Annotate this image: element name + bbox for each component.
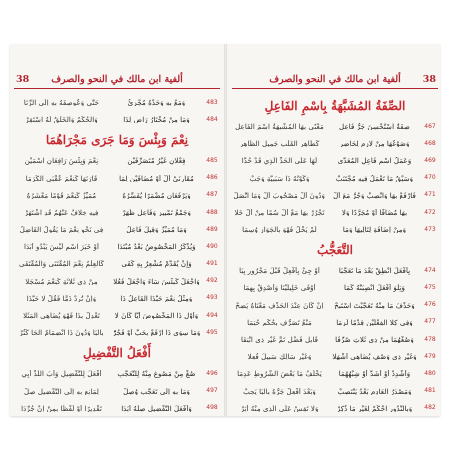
right-page [232, 44, 438, 416]
verse-number: 497 [206, 387, 218, 395]
page-number: 38 [422, 74, 436, 85]
running-title: ألفية ابن مالك في النحو والصرف [51, 74, 183, 85]
verse-second-hemistich: وَغَيْرِ سَالِكٍ سَبِيلَ فُعِلا [247, 353, 312, 361]
verse-first-hemistich: وَيَرْفَعَانِ مُضْمَرًا يُفَسِّرُهُ [122, 191, 191, 199]
verse-second-hemistich: أَوْ خَبَرَ اسْمٍ لَيْسَ يَبْدُو أَبَدَا [24, 243, 99, 251]
verse-number: 470 [424, 174, 436, 182]
verse-second-hemistich: يَخْلُفُ مَا بَعْضَ الشُّرُوطِ عَدِمَا [237, 370, 322, 378]
left-page-content [14, 94, 220, 417]
verse-line [14, 221, 220, 238]
verse-number: 491 [206, 260, 218, 268]
verse-number: 474 [424, 266, 436, 274]
verse-second-hemistich: مَعْنًى بِهَا المُشْبِهَةُ اسْمَ الفَاعِلِ [235, 122, 324, 131]
verse-number: 488 [206, 208, 218, 216]
verse-line [232, 383, 438, 400]
verse-first-hemistich: فِعْلانِ غَيْرُ مُتَصَرِّفَيْنِ [127, 157, 186, 165]
verse-number: 483 [206, 98, 218, 106]
verse-second-hemistich: وَدُونَ أَلْ مَصْحُوبَ أَلْ وَمَا اتَّصَلْ [233, 191, 325, 199]
verse-second-hemistich: كَطَاهِرِ القَلْبِ جَمِيلِ الظَّاهِرِ [239, 140, 320, 148]
verse-first-hemistich: وَيُذْكَرُ المَخْصُوصُ بَعْدُ مُبْتَدَا [117, 243, 196, 251]
verse-second-hemistich: لِمَانِعٍ بِهِ إِلَى التَّفْضِيلِ صِلْ [24, 387, 99, 395]
verse-line [14, 187, 220, 204]
verse-number: 481 [424, 387, 436, 395]
verse-second-hemistich: فِيهِ خِلافٌ عَنْهُمُ قَدِ اشْتَهَرْ [24, 208, 99, 217]
running-title: ألفية ابن مالك في النحو والصرف [269, 74, 401, 85]
verse-first-hemistich: وَسَبْقُ مَا تَعْمَلُ فِيهِ مُجْتَنَبْ [335, 174, 414, 182]
verse-first-hemistich: وَصُغْهُمَا مِنْ ذِي ثَلاثٍ صُرِّفَا [335, 336, 414, 344]
verse-first-hemistich: وَاجْعَلْ كَبِئْسَ سَاءَ وَاجْعَلْ فَعُلا [113, 277, 200, 285]
verse-number: 471 [424, 191, 436, 199]
verse-line [14, 365, 220, 382]
verse-number: 493 [206, 294, 218, 302]
verse-line [232, 348, 438, 365]
verse-line [14, 204, 220, 221]
chapter-heading: نِعْمَ وَبِئْسَ وَمَا جَرَى مَجْرَاهُمَا [45, 133, 189, 148]
verse-number: 490 [206, 242, 218, 250]
verse-second-hemistich: وَبَعْدَ أَفْعِلْ جَرُّهُ بِالبَا يَجِبْ [243, 387, 316, 395]
right-page-content [232, 94, 438, 417]
verse-second-hemistich: وَإِنْ تُرِدْ ذَمًّا فَقُلْ لا حَبَّذَا [26, 294, 97, 303]
verse-number: 495 [206, 328, 218, 336]
verse-number: 487 [206, 191, 218, 199]
verse-second-hemistich: مَنْعُ تَصَرُّفٍ بِحُكْمٍ حُتِمَا [247, 318, 312, 327]
verse-second-hemistich: حَتَّى وَعُوصِفَهُ بِهِ إِلَى الرِّنَا [23, 98, 100, 107]
verse-second-hemistich: فِي نَحْوِ نِعْمَ مَا يَقُولُ الفَاضِلُ [19, 226, 104, 234]
verse-line [232, 331, 438, 348]
verse-second-hemistich: وَلا تَقِسْ عَلَى الَّذِي مِنْهُ أُثِرْ [240, 404, 319, 412]
open-book [10, 44, 440, 416]
verse-second-hemistich: كَالعِلْمُ نِعْمَ المُقْتَنَى وَالمُقْتَفَى [18, 260, 105, 268]
verse-number: 473 [424, 225, 436, 233]
verse-first-hemistich: وَعَمَلُ اسْمِ فَاعِلِ المُعَدَّى [337, 157, 412, 165]
page-number: 38 [16, 74, 30, 85]
verse-line [14, 400, 220, 417]
verse-first-hemistich: وَمَعُ بِهِ وَحَدْهُ مُجْزِئُ [127, 98, 186, 107]
verse-second-hemistich: بِالبَا وَدُونَ ذَا انْضِمَامُ الحَا كَثُرْ [19, 329, 104, 337]
verse-line [14, 307, 220, 324]
verse-second-hemistich: لَمْ يَخْلُ فَهْوَ بِالجَوَازِ وُسِمَا [242, 226, 317, 234]
verse-line [232, 135, 438, 152]
verse-second-hemistich: إِنْ كَانَ عِنْدَ الحَذْفِ مَعْنَاهُ يَضِحْ [235, 301, 324, 309]
verse-number: 489 [206, 225, 218, 233]
verse-number: 467 [424, 122, 436, 130]
verse-number: 478 [424, 335, 436, 343]
verse-first-hemistich: وَمِثْلُ نِعْمَ حَبَّذَا الفَاعِلُ ذَا [120, 294, 193, 303]
verse-line [14, 94, 220, 111]
verse-second-hemistich: لَهَا عَلَى الحَدِّ الَّذِي قَدْ حُدَّا [241, 157, 318, 165]
verse-first-hemistich: وَغَيْرِ ذِي وَصْفٍ يُضَاهِي أَشْهَلا [332, 353, 417, 361]
verse-second-hemistich: مُمَيِّزٌ كَنِعْمَ قَوْمًا مَعْشَرُهُ [26, 191, 97, 199]
verse-line [14, 152, 220, 169]
verse-number: 482 [424, 404, 436, 412]
verse-line [232, 221, 438, 238]
verse-second-hemistich: تَقْدِيرًا أَوْ لَفْظًا بِمِنْ إِنْ جُرِّدَا [21, 404, 102, 412]
chapter-heading: أَفْعَلُ التَّفْضِيلِ [83, 346, 151, 361]
verse-line [14, 324, 220, 341]
verse-line [232, 118, 438, 135]
verse-number: 498 [206, 404, 218, 412]
verse-number: 480 [424, 370, 436, 378]
chapter-heading: التَّعَجُّبُ [317, 243, 353, 258]
verse-second-hemistich: مِنْ ذِي ثَلاثَةٍ كَنِعْمَ مُسْجَلا [25, 277, 98, 285]
verse-second-hemistich: أَفْعَلَ لِلتَّفْضِيلِ وَأْبَ اللَّذْ أُبِي [21, 370, 102, 378]
verse-second-hemistich: تَجْرُرْ بِهَا مَعْ أَلْ سُمًا مِنْ أَلْ خَلا [234, 208, 325, 217]
verse-first-hemistich: وَإِنْ يُقَدَّمْ مُشْعِرٌ بِهِ كَفَى [121, 260, 192, 268]
verse-line [14, 111, 220, 128]
verse-line [14, 383, 220, 400]
page-header [14, 74, 220, 89]
verse-number: 484 [206, 115, 218, 123]
page-header [232, 74, 438, 89]
verse-line [14, 273, 220, 290]
verse-line [232, 365, 438, 382]
verse-first-hemistich: وَمِنْ إِضَافَةٍ لِتَالِيهَا وَمَا [342, 226, 407, 234]
verse-first-hemistich: مُقَارِنَيْ أَلْ أَوْ مُضَافَيْنِ لِمَا [119, 174, 194, 182]
verse-first-hemistich: وَبِالنُّدُورِ احْكُمْ لِغَيْرِ مَا ذُكِرْ [336, 404, 413, 412]
verse-first-hemistich: وَحَذْفَ مَا مِنْهُ تَعَجَّبْتَ اسْتَبِحْ [334, 301, 415, 309]
verse-line [232, 314, 438, 331]
verse-first-hemistich: وَأَوْلِ ذَا المَخْصُوصَ أَيًّا كَانَ لا [114, 312, 199, 320]
verse-first-hemistich: وَفِي كِلا الفِعْلَيْنِ قِدْمًا لَزِمَا [336, 318, 413, 327]
left-page [14, 44, 220, 416]
verse-first-hemistich: وَصَوْغُهَا مِنْ لازِمٍ لِحَاضِرِ [339, 140, 410, 148]
verse-number: 472 [424, 208, 436, 216]
verse-number: 475 [424, 284, 436, 292]
verse-first-hemistich: وَمَصْدَرُ العَادِمِ بَعْدُ يَنْتَصِبْ [337, 387, 412, 395]
verse-line [14, 238, 220, 255]
verse-second-hemistich: وَالحُكْمُ وَالخَلْقُ لَهُ اسْتَقِرْ [25, 116, 98, 124]
verse-line [14, 170, 220, 187]
verse-line [14, 290, 220, 307]
verse-second-hemistich: أَوْ جِئْ بِأَفْعِلْ قَبْلَ مَجْرُورٍ بِبَا [239, 267, 320, 275]
verse-line [232, 187, 438, 204]
verse-first-hemistich: وَتِلْوَ أَفْعَلَ انْصِبَنَّهُ كَمَا [344, 284, 405, 292]
verse-line [232, 204, 438, 221]
verse-line [232, 297, 438, 314]
verse-second-hemistich: وَكَوْنُهُ ذَا سَبَبِيَّةٍ وَجَبْ [249, 174, 310, 182]
verse-number: 468 [424, 139, 436, 147]
verse-first-hemistich: فَارْفَعْ بِهَا وَانْصِبْ وَجُرَّ مَعَ أَلْ [333, 191, 416, 199]
verse-number: 477 [424, 318, 436, 326]
verse-first-hemistich: وَمَا سِوَى ذَا ارْفَعْ بِحَبَّ أَوْ فَجُرّْ [112, 329, 201, 337]
verse-first-hemistich: وَأَشْدِدْ أَوْ أَشَدَّ أَوْ شِبْهُهُمَا [338, 370, 411, 378]
verse-line [232, 152, 438, 169]
verse-number: 476 [424, 301, 436, 309]
verse-line [14, 256, 220, 273]
verse-line [232, 262, 438, 279]
verse-number: 469 [424, 156, 436, 164]
verse-line [232, 280, 438, 297]
verse-number: 494 [206, 311, 218, 319]
verse-first-hemistich: وَمَا بِهِ إِلَى تَعَجُّبٍ وُصِلْ [123, 387, 190, 395]
verse-second-hemistich: قَارَنَهَا كَنِعْمَ عُقْبَى الكُرَمَا [25, 174, 98, 182]
verse-first-hemistich: وَأَفْعَلَ التَّفْضِيلِ صِلْهُ أَبَدَا [121, 404, 192, 412]
book-gutter [224, 44, 227, 416]
verse-line [232, 400, 438, 417]
verse-first-hemistich: صُغْ مِنْ مَصُوغٍ مِنْهُ لِلتَّعَجُّبِ [117, 370, 196, 378]
verse-first-hemistich: وَجَمْعُ تَمْيِيزٍ وَفَاعِلٍ ظَهَرْ [121, 208, 192, 217]
verse-second-hemistich: قَابِلِ فَضْلٍ تَمَّ غَيْرِ ذِي انْتِفَا [240, 336, 319, 344]
verse-number: 479 [424, 352, 436, 360]
verse-first-hemistich: وَمَا مِنْ مُخْتَارُ رَاضٍ لِذَا [123, 116, 190, 124]
verse-second-hemistich: تَعْدِلْ بِذَا فَهْوَ يُضَاهِي المَثَلا [23, 312, 100, 320]
verse-line [232, 170, 438, 187]
verse-first-hemistich: وَمَا مُمَيِّزٌ وَقِيلَ فَاعِلُ [126, 226, 187, 234]
verse-number: 492 [206, 277, 218, 285]
verse-second-hemistich: أَوْفَى خَلِيلَيْنَا وَأَصْدِقْ بِهِمَا [243, 284, 316, 292]
chapter-heading: الصِّفَةُ المُشَبَّهَةُ بِاسْمِ الفَاعِلِ [264, 99, 406, 113]
verse-second-hemistich: نِعْمَ وَبِئْسَ رَافِعَانِ اسْمَيْنِ [24, 157, 99, 165]
verse-number: 496 [206, 370, 218, 378]
verse-first-hemistich: بِأَفْعَلَ انْطِقْ بَعْدَ مَا تَعَجُّبَا [338, 267, 411, 275]
verse-number: 486 [206, 174, 218, 182]
verse-number: 485 [206, 156, 218, 164]
verse-first-hemistich: بِهَا مُضَافًا أَوْ مُجَرَّدًا وَلا [341, 208, 408, 217]
verse-first-hemistich: صِفَةٌ اسْتُحْسِنَ جَرُّ فَاعِلِ [339, 122, 410, 131]
